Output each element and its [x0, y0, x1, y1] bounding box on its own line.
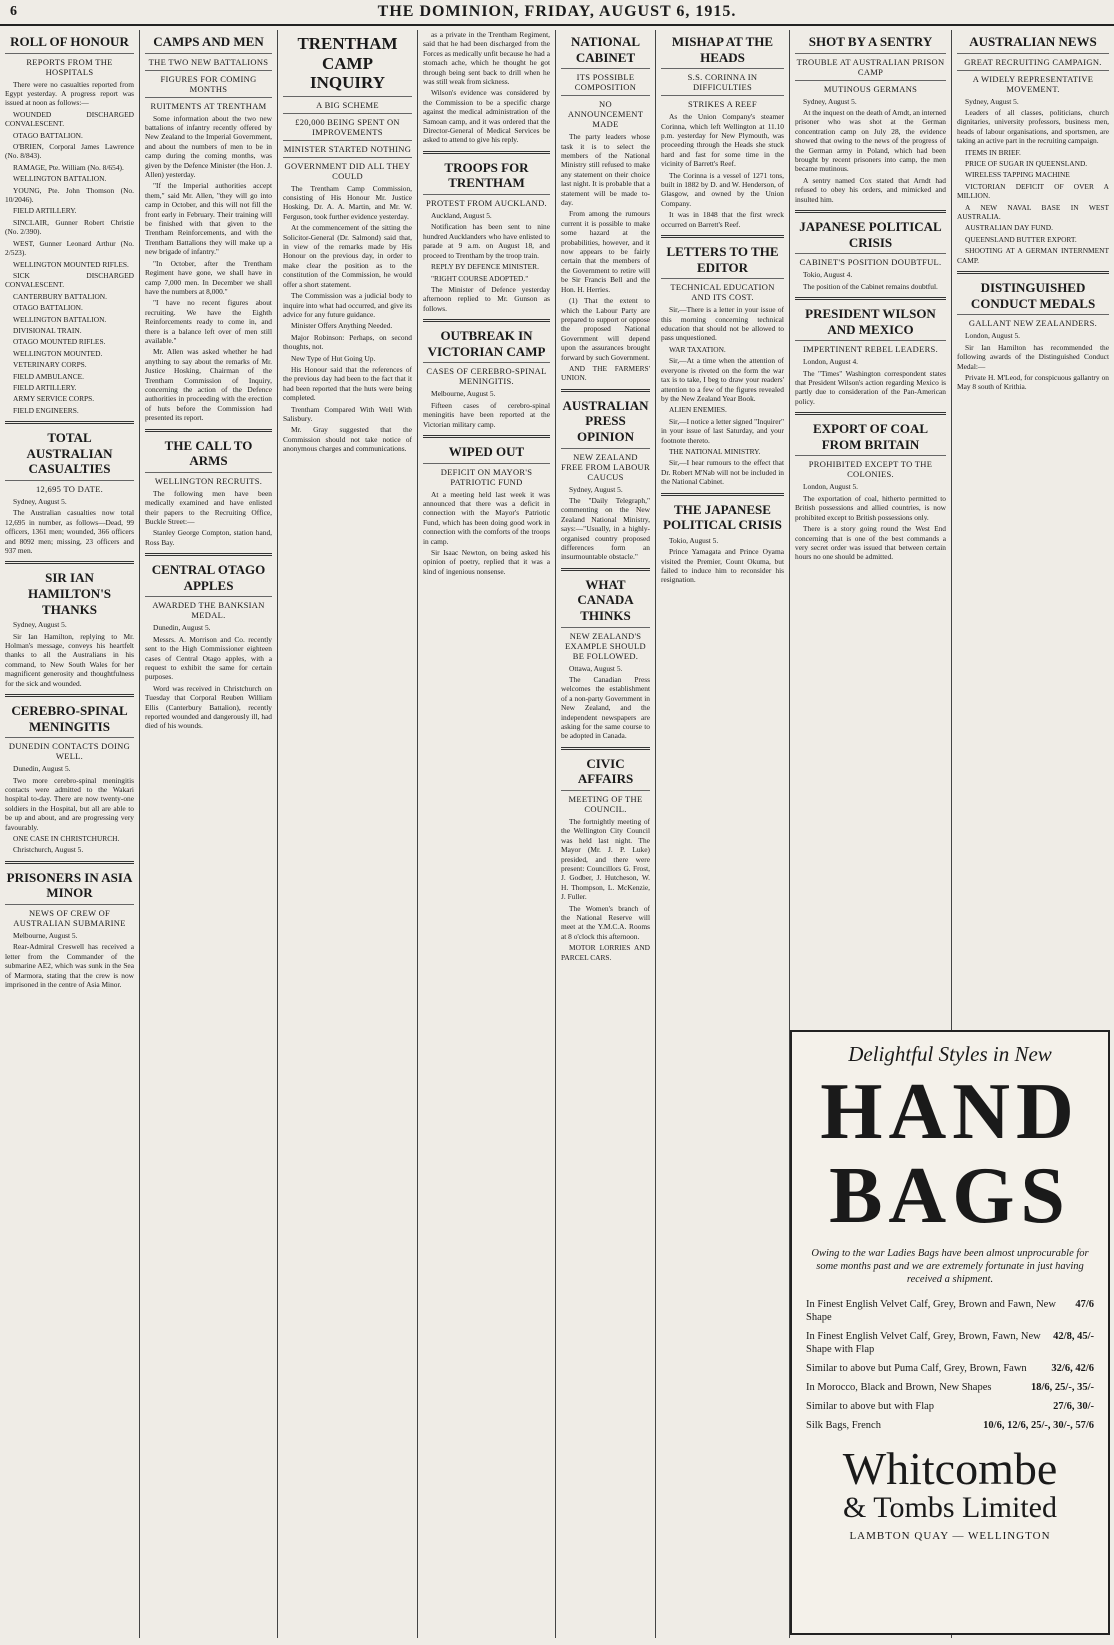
story-paragraph: Messrs. A. Morrison and Co. recently sent to the High Commissioner eighteen cases of Central Otago apples, with a request to exhibit the same for certain purposes. [145, 634, 272, 682]
story-subheading: REPORTS FROM THE HOSPITALS [5, 53, 134, 77]
ad-item-description: Silk Bags, French [806, 1420, 881, 1431]
story-paragraph: The Australian casualties now total 12,695 in number, as follows—Dead, 99 officers, 1361 men; wounded, 366 officers and 8092 men; missing, 23 officers and 937 men. [5, 508, 134, 555]
story-paragraph: Major Robinson: Perhaps, on second thoughts, not. [283, 332, 412, 352]
story-paragraph: "RIGHT COURSE ADOPTED." [431, 273, 529, 283]
story-subheading: AWARDED THE BANKSIAN MEDAL. [145, 596, 272, 620]
story-paragraph: PRICE OF SUGAR IN QUEENSLAND. [965, 159, 1088, 169]
story-subheading: £20,000 BEING SPENT ON IMPROVEMENTS [283, 113, 412, 137]
story-divider [661, 493, 784, 496]
story-paragraph: Tokio, August 4. [803, 270, 853, 280]
ad-item-price: 42/8, 45/- [1053, 1331, 1094, 1342]
story-paragraph: Two more cerebro-spinal meningitis contacts were admitted to the Wakari hospital to-day. There are now twenty-one soldiers in the Hospital, but all are able to be up and about, and are progressing very favourably. [5, 775, 134, 832]
story-paragraph: WELLINGTON BATTALION. [13, 314, 107, 324]
ad-item-price: 32/6, 42/6 [1051, 1363, 1094, 1374]
story-paragraph: WEST, Gunner Leonard Arthur (No. 2/523). [5, 238, 134, 258]
story-divider [795, 412, 946, 415]
story-paragraph: A sentry named Cox stated that Arndt had refused to obey his orders, and mimicked and insulted him. [795, 175, 946, 204]
story-paragraph: There were no casualties reported from Egypt yesterday. A progress report was issued at noon as follows:— [5, 79, 134, 108]
story-divider [661, 235, 784, 238]
story-subheading: MEETING OF THE COUNCIL. [561, 790, 650, 814]
story-divider [423, 151, 550, 154]
story-subheading: 12,695 TO DATE. [5, 480, 134, 494]
ad-price-row [806, 1400, 1094, 1413]
story-paragraph: Stanley George Compton, station hand, Ross Bay. [145, 528, 272, 547]
story-paragraph: Dunedin, August 5. [153, 623, 211, 633]
story-paragraph: SHOOTING AT A GERMAN INTERNMENT CAMP. [957, 246, 1109, 265]
story-headline: AUSTRALIAN PRESS OPINION [562, 397, 649, 444]
ad-tagline: Delightful Styles in New [848, 1042, 1052, 1066]
story-paragraph: Rear-Admiral Creswell has received a letter from the Commander of the submarine AE2, which was sunk in the Sea of Marmora, stating that the crew is now imprisoned in the centre of Asia Minor. [5, 942, 134, 990]
ad-price-list [792, 1298, 1108, 1432]
ad-price-row [806, 1330, 1094, 1356]
story-paragraph: Tokio, August 5. [669, 535, 719, 545]
story-paragraph: Trentham Compared With Well With Salisbury. [283, 404, 412, 423]
story-divider [423, 319, 550, 322]
story-subheading: NO ANNOUNCEMENT MADE [561, 95, 650, 129]
story-headline: TRENTHAM CAMP INQUIRY [297, 34, 398, 93]
story-divider [145, 553, 272, 556]
story-subheading: CASES OF CEREBRO-SPINAL MENINGITIS. [423, 362, 550, 386]
ad-item-description: In Finest English Velvet Calf, Grey, Brown, Fawn, New Shape with Flap [806, 1331, 1041, 1355]
newspaper-title: THE DOMINION, FRIDAY, AUGUST 6, 1915. [377, 3, 737, 20]
ad-intro: Owing to the war Ladies Bags have been almost unprocurable for some months past and we are extremely fortunate in just having received a shipment. [811, 1248, 1089, 1285]
story-subheading: PROTEST FROM AUCKLAND. [423, 194, 550, 208]
story-paragraph: Sir,—I hear rumours to the effect that Dr. Robert M'Nab will not be included in the National Cabinet. [661, 458, 784, 487]
ad-brand-name: Whitcombe [842, 1443, 1058, 1494]
story-paragraph: The fortnightly meeting of the Wellington City Council was held last night. The Mayor (Mr. J. P. Luke) presided, and there were present: Councillors G. Frost, J. Godber, J. Hutcheson, W. H. Thompson, L. McKenzie, J. Fuller. [561, 817, 650, 902]
story-headline: WIPED OUT [448, 443, 525, 459]
story-paragraph: Sydney, August 5. [965, 96, 1019, 106]
story-paragraph: Melbourne, August 5. [431, 389, 496, 399]
story-divider [5, 561, 134, 564]
story-paragraph: VETERINARY CORPS. [13, 360, 87, 370]
story-paragraph: MOTOR LORRIES AND PARCEL CARS. [561, 943, 650, 962]
column-6 [656, 30, 790, 1638]
story-paragraph: Sydney, August 5. [13, 496, 67, 506]
story-subheading: WELLINGTON RECRUITS. [145, 472, 272, 486]
story-subheading: NEW ZEALAND FREE FROM LABOUR CAUCUS [561, 448, 650, 482]
story-paragraph: Sir Isaac Newton, on being asked his opinion of poetry, replied that it was a kind of ingenious nonsense. [423, 547, 550, 576]
story-paragraph: London, August 4. [803, 357, 859, 367]
story-paragraph: "In October, after the Trentham Regiment have gone, we shall have in camp 7,000 men. In December we shall have the numbers at 8,000." [145, 258, 272, 296]
story-headline: THE JAPANESE POLITICAL CRISIS [663, 501, 782, 533]
ad-item-price: 10/6, 12/6, 25/-, 30/-, 57/6 [983, 1420, 1094, 1431]
story-headline: JAPANESE POLITICAL CRISIS [799, 219, 942, 250]
story-paragraph: At the inquest on the death of Arndt, an interned prisoner who was shot at the German concentration camp on July 28, the evidence showed that owing to the news of the progress of the German army in Poland, which had been brought by recent prisoners into camp, the men became mutinous. [795, 108, 946, 174]
story-paragraph: London, August 5. [803, 482, 859, 492]
story-headline: LETTERS TO THE EDITOR [666, 244, 779, 275]
story-subheading: NEWS OF CREW OF AUSTRALIAN SUBMARINE [5, 904, 134, 928]
story-divider [561, 747, 650, 750]
story-subheading: NEW ZEALAND'S EXAMPLE SHOULD BE FOLLOWED. [561, 627, 650, 661]
story-paragraph: Sir,—At a time when the attention of everyone is riveted on the form the war tax is to take, I beg to draw your readers' attention to a few of the figures revealed by the New Zealand Year Book. [661, 356, 784, 403]
story-paragraph: Sir Ian Hamilton has recommended the following awards of the Distinguished Conduct Medal:— [957, 342, 1109, 371]
story-paragraph: At the commencement of the sitting the Solicitor-General (Dr. Salmond) said that, in view of the remarks made by His Honour on the previous day, in order to make clear the position as to the constitution of the Commission, he would offer a short statement. [283, 223, 412, 289]
story-headline: CEREBRO-SPINAL MENINGITIS [11, 703, 128, 734]
whitcombe-tombs-handbag-advertisement [790, 1030, 1110, 1635]
story-subheading: DUNEDIN CONTACTS DOING WELL. [5, 737, 134, 761]
story-subheading: STRIKES A REEF [661, 95, 784, 109]
story-paragraph: WOUNDED DISCHARGED CONVALESCENT. [5, 109, 134, 129]
story-headline: EXPORT OF COAL FROM BRITAIN [812, 421, 929, 452]
story-headline: WHAT CANADA THINKS [577, 576, 634, 623]
story-paragraph: RAMAGE, Pte. William (No. 8/654). [13, 162, 124, 172]
story-paragraph: O'BRIEN, Corporal James Lawrence (No. 8/843). [5, 142, 134, 161]
story-paragraph: Christchurch, August 5. [13, 845, 84, 855]
story-paragraph: SICK DISCHARGED CONVALESCENT. [5, 270, 134, 290]
story-subheading: GREAT RECRUITING CAMPAIGN. [957, 53, 1109, 67]
story-paragraph: OTAGO BATTALION. [13, 130, 83, 140]
story-paragraph: OTAGO MOUNTED RIFLES. [13, 337, 106, 347]
story-paragraph: WELLINGTON MOUNTED RIFLES. [13, 259, 129, 269]
story-paragraph: WAR TAXATION. [669, 344, 726, 354]
story-paragraph: A NEW NAVAL BASE IN WEST AUSTRALIA. [957, 202, 1109, 222]
story-headline: MISHAP AT THE HEADS [671, 34, 774, 65]
story-paragraph: Mr. Allen was asked whether he had anything to say about the remarks of Mr. Justice Hosking, Chairman of the Trentham Commission of Inquiry, concerning the action of the Defence authorities in proceeding with the erection of huts before the Commission had presented its report. [145, 347, 272, 423]
story-paragraph: VICTORIAN DEFICIT OF OVER A MILLION. [957, 181, 1109, 201]
story-paragraph: Sir,—I notice a letter signed "Inquirer" in your issue of last Saturday, and your footnote thereto. [661, 416, 784, 445]
ad-item-price: 27/6, 30/- [1053, 1401, 1094, 1412]
story-paragraph: THE NATIONAL MINISTRY. [669, 446, 761, 456]
story-paragraph: YOUNG, Pte. John Thomson (No. 10/2046). [5, 185, 134, 205]
story-paragraph: Some information about the two new battalions of infantry recently offered by New Zealand to the Imperial Government, and about the numbers of men to be in camp during the coming months, was given by the Defence Minister (the Hon. J. Allen) yesterday. [145, 113, 272, 180]
story-paragraph: As the Union Company's steamer Corinna, which left Wellington at 11.10 p.m. yesterday for New Plymouth, was proceeding through the Heads she stuck hard and fast for some time in the vicinity of Barrett's Reef. [661, 112, 784, 169]
story-subheading: RUITMENTS AT TRENTHAM [145, 97, 272, 111]
masthead [0, 0, 1114, 26]
story-paragraph: "If the Imperial authorities accept them," said Mr. Allen, "they will go into camp in October, and this will not fill the front early in February. Their training will be finished with that given to the Trentham Reinforcements, and with the Trentham Battalions they will make up a new brigade of infantry." [145, 181, 272, 257]
story-subheading: IMPERTINENT REBEL LEADERS. [795, 340, 946, 354]
page-number: 6 [10, 4, 17, 19]
story-paragraph: Sydney, August 5. [803, 96, 857, 106]
story-divider [145, 429, 272, 432]
story-paragraph: The Corinna is a vessel of 1271 tons, built in 1882 by D. and W. Henderson, of Glasgow, and owned by the Union Company. [661, 170, 784, 208]
story-subheading: DEFICIT ON MAYOR'S PATRIOTIC FUND [423, 463, 550, 487]
story-paragraph: The Commission was a judicial body to inquire into what had occurred, and give its advice for any future guidance. [283, 291, 412, 319]
story-paragraph: ALIEN ENEMIES. [669, 405, 727, 415]
story-paragraph: Leaders of all classes, politicians, church dignitaries, university professors, business men, heads of labour organisations, and sportsmen, are taking an active part in the recruiting campaign. [957, 108, 1109, 146]
story-divider [561, 389, 650, 392]
ad-item-description: Similar to above but with Flap [806, 1401, 935, 1412]
story-paragraph: There is a story going round the West End concerning that is one of the best commands a very secret order was issued that between certain hours no one should be admitted. [795, 524, 946, 562]
story-paragraph: SINCLAIR, Gunner Robert Christie (No. 2/390). [5, 217, 134, 237]
story-headline: CAMPS AND MEN [153, 34, 264, 49]
story-paragraph: DIVISIONAL TRAIN. [13, 325, 82, 335]
story-divider [5, 421, 134, 424]
story-paragraph: London, August 5. [965, 331, 1021, 341]
ad-item-description: Similar to above but Puma Calf, Grey, Brown, Fawn [806, 1363, 1027, 1374]
story-paragraph: FIELD ARTILLERY. [13, 382, 77, 392]
story-headline: AUSTRALIAN NEWS [969, 34, 1097, 49]
story-divider [5, 861, 134, 864]
story-paragraph: FIELD ENGINEERS. [13, 405, 79, 415]
story-paragraph: Sir Ian Hamilton, replying to Mr. Holman's message, conveys his heartfelt thanks to all the Australians in his command, to New South Wales for her magnificent generosity and thoughtfulness for the sick and wounded. [5, 631, 134, 688]
ad-headline-hand: HAND [820, 1068, 1080, 1156]
ad-price-row [806, 1298, 1094, 1324]
story-paragraph: Wilson's evidence was considered by the Commission to be a specific charge against the medical administration of the Samoan camp, and it was ordered that the Director-General of Medical Services be asked to attend to give his reply. [423, 88, 550, 145]
ad-brand-company: & Tombs Limited [842, 1491, 1057, 1524]
story-paragraph: OTAGO BATTALION. [13, 303, 83, 313]
ad-item-description: In Finest English Velvet Calf, Grey, Brown and Fawn, New Shape [806, 1299, 1056, 1323]
story-headline: DISTINGUISHED CONDUCT MEDALS [970, 280, 1096, 311]
story-divider [561, 568, 650, 571]
story-headline: TROOPS FOR TRENTHAM [444, 159, 529, 191]
story-headline: PRISONERS IN ASIA MINOR [6, 869, 133, 901]
story-paragraph: The Canadian Press welcomes the establishment of a non-party Government in New Zealand, and the independent newspapers are asking for the same course to be adopted in Canada. [561, 674, 650, 741]
ad-item-price: 47/6 [1075, 1299, 1094, 1310]
story-subheading: CABINET'S POSITION DOUBTFUL. [795, 253, 946, 267]
story-paragraph: Sydney, August 5. [569, 484, 623, 494]
story-paragraph: The party leaders whose task it is to select the members of the National Ministry still refused to make any statement on their choice last night. It is probable that a statement will be made to-day. [561, 132, 650, 208]
column-4 [418, 30, 556, 1638]
story-headline: ROLL OF HONOUR [10, 34, 129, 49]
story-paragraph: REPLY BY DEFENCE MINISTER. [431, 262, 539, 272]
story-paragraph: Auckland, August 5. [431, 211, 492, 221]
ad-price-row [806, 1381, 1094, 1394]
story-paragraph: The Women's branch of the National Reserve will meet at the Y.M.C.A. Rooms at 8 o'clock this afternoon. [561, 903, 650, 941]
story-subheading: MINISTER STARTED NOTHING [283, 140, 412, 154]
story-paragraph: It was in 1848 that the first wreck occurred on Barrett's Reef. [661, 210, 784, 229]
story-paragraph: The Trentham Camp Commission, consisting of His Honour Mr. Justice Hosking, Dr. A. A. Martin, and Mr. W. Ferguson, took further evidence yesterday. [283, 183, 412, 221]
story-subheading: TECHNICAL EDUCATION AND ITS COST. [661, 278, 784, 302]
ad-price-row [806, 1362, 1094, 1375]
story-subheading: S.S. CORINNA IN DIFFICULTIES [661, 68, 784, 92]
story-paragraph: Minister Offers Anything Needed. [291, 321, 393, 331]
story-headline: TOTAL AUSTRALIAN CASUALTIES [26, 430, 113, 477]
story-headline: NATIONAL CABINET [570, 34, 641, 65]
story-paragraph: ONE CASE IN CHRISTCHURCH. [13, 834, 120, 844]
ad-address: LAMBTON QUAY — WELLINGTON [849, 1530, 1051, 1542]
story-paragraph: Prince Yamagata and Prince Oyama visited the Premier, Count Okuma, but failed to induce him to reconsider his resignation. [661, 547, 784, 585]
story-paragraph: Private H. M'Leod, for conspicuous gallantry on May 8 south of Krithia. [957, 372, 1109, 392]
ad-item-price: 18/6, 25/-, 35/- [1031, 1382, 1094, 1393]
story-headline: CIVIC AFFAIRS [577, 755, 634, 787]
story-paragraph: Melbourne, August 5. [13, 931, 78, 941]
story-paragraph: New Type of Hut Going Up. [291, 353, 376, 363]
story-headline: SHOT BY A SENTRY [808, 34, 933, 49]
story-subheading: PROHIBITED EXCEPT TO THE COLONIES. [795, 455, 946, 479]
story-divider [795, 210, 946, 213]
story-subheading: GOVERNMENT DID ALL THEY COULD [283, 157, 412, 181]
story-headline: PRESIDENT WILSON AND MEXICO [805, 306, 936, 337]
story-paragraph: Ottawa, August 5. [569, 663, 623, 673]
story-paragraph: "I have no recent figures about recruiting. We have the Eighth Reinforcements ready to come in, and there is a balance left over of men still available." [145, 298, 272, 345]
story-subheading: MUTINOUS GERMANS [795, 80, 946, 94]
story-headline: THE CALL TO ARMS [164, 437, 253, 469]
story-subheading: GALLANT NEW ZEALANDERS. [957, 314, 1109, 328]
story-subheading: A WIDELY REPRESENTATIVE MOVEMENT. [957, 70, 1109, 94]
column-2 [140, 30, 278, 1638]
ad-item-description: In Morocco, Black and Brown, New Shapes [806, 1382, 992, 1393]
story-divider [5, 694, 134, 697]
story-paragraph: ARMY SERVICE CORPS. [13, 394, 95, 404]
story-subheading: THE TWO NEW BATTALIONS [145, 53, 272, 67]
story-paragraph: Sydney, August 5. [13, 620, 67, 630]
story-paragraph: The Minister of Defence yesterday afternoon replied to Mr. Gunson as follows. [423, 284, 550, 313]
story-paragraph: Sir,—There is a letter in your issue of this morning concerning technical education that should not be allowed to pass unquestioned. [661, 305, 784, 343]
story-paragraph: His Honour said that the references of the previous day had been to the fact that it had been reported that the huts were being completed. [283, 364, 412, 403]
story-paragraph: The "Times" Washington correspondent states that President Wilson's action regarding Mexico is partly due to consideration of the Pan-American policy. [795, 368, 946, 406]
story-paragraph: The "Daily Telegraph," commenting on the New Zealand National Ministry, says:—"Usually, in a highly-organised country proposed differences form an insurmountable obstacle." [561, 495, 650, 562]
story-paragraph: At a meeting held last week it was announced that there was a deficit in connection with the Mayor's Patriotic Fund, which has been doing good work in connection with the comforts of the troops in camp. [423, 489, 550, 546]
story-headline: CENTRAL OTAGO APPLES [151, 562, 266, 593]
story-subheading: TROUBLE AT AUSTRALIAN PRISON CAMP [795, 53, 946, 77]
story-paragraph: CANTERBURY BATTALION. [13, 291, 107, 301]
story-paragraph: Mr. Gray suggested that the Commission should not take notice of anonymous charges and communications. [283, 425, 412, 454]
story-divider [423, 435, 550, 438]
story-paragraph: FIELD ARTILLERY. [13, 206, 77, 216]
story-paragraph: FIELD AMBULANCE. [13, 371, 85, 381]
story-paragraph: Dunedin, August 5. [13, 764, 71, 774]
story-paragraph: ITEMS IN BRIEF. [965, 147, 1021, 157]
story-divider [795, 297, 946, 300]
story-headline: SIR IAN HAMILTON'S THANKS [27, 570, 112, 617]
column-5 [556, 30, 656, 1638]
story-subheading: A BIG SCHEME [283, 96, 412, 110]
story-paragraph: (1) That the extent to which the Labour Party are prepared to support or oppose the proposed National Government will depend upon the assurances brought forward by such Government. [561, 296, 650, 362]
story-paragraph: AND THE FARMERS' UNION. [561, 363, 650, 383]
column-3 [278, 30, 418, 1638]
column-1 [0, 30, 140, 1638]
story-paragraph: The position of the Cabinet remains doubtful. [803, 281, 938, 291]
story-headline: OUTBREAK IN VICTORIAN CAMP [427, 328, 546, 359]
ad-price-row [806, 1419, 1094, 1432]
story-divider [957, 271, 1109, 274]
story-subheading: FIGURES FOR COMING MONTHS [145, 70, 272, 94]
story-paragraph: WIRELESS TAPPING MACHINE [965, 170, 1070, 180]
story-paragraph: AUSTRALIAN DAY FUND. [965, 223, 1053, 233]
story-paragraph: From among the rumours current it is possible to make some hazard at the probabilities, however, and it now appears to be fairly certain that the members of the Government to retire will be Sir Francis Bell and the Hon. H. Herries. [561, 209, 650, 294]
story-paragraph: Word was received in Christchurch on Tuesday that Corporal Reuben William Ellis (Canterbury Battalion), recently reported wounded and dangerously ill, had died of his wounds. [145, 683, 272, 731]
story-paragraph: QUEENSLAND BUTTER EXPORT. [965, 234, 1077, 244]
story-paragraph: The following men have been medically examined and have enlisted their papers to the Recruiting Office, Buckle Street:— [145, 488, 272, 526]
story-paragraph: as a private in the Trentham Regiment, said that he had been discharged from the Forces as medically unfit because he had a stomach ache, which he thought he got through being sent back to drill when he was still weak from sickness. [423, 30, 550, 87]
story-paragraph: WELLINGTON MOUNTED. [13, 348, 103, 358]
story-paragraph: Notification has been sent to nine hundred Aucklanders who have enlisted to parade at 9 a.m. on August 18, and proceed to Trentham by the troop train. [423, 222, 550, 260]
story-paragraph: The exportation of coal, hitherto permitted to British possessions and allied countries, is now prohibited except to British possessions only. [795, 493, 946, 522]
story-subheading: ITS POSSIBLE COMPOSITION [561, 68, 650, 92]
story-paragraph: Fifteen cases of cerebro-spinal meningitis have been reported at the Victorian military camp. [423, 400, 550, 429]
ad-headline-bags: BAGS [829, 1152, 1071, 1240]
story-paragraph: WELLINGTON BATTALION. [13, 174, 107, 184]
